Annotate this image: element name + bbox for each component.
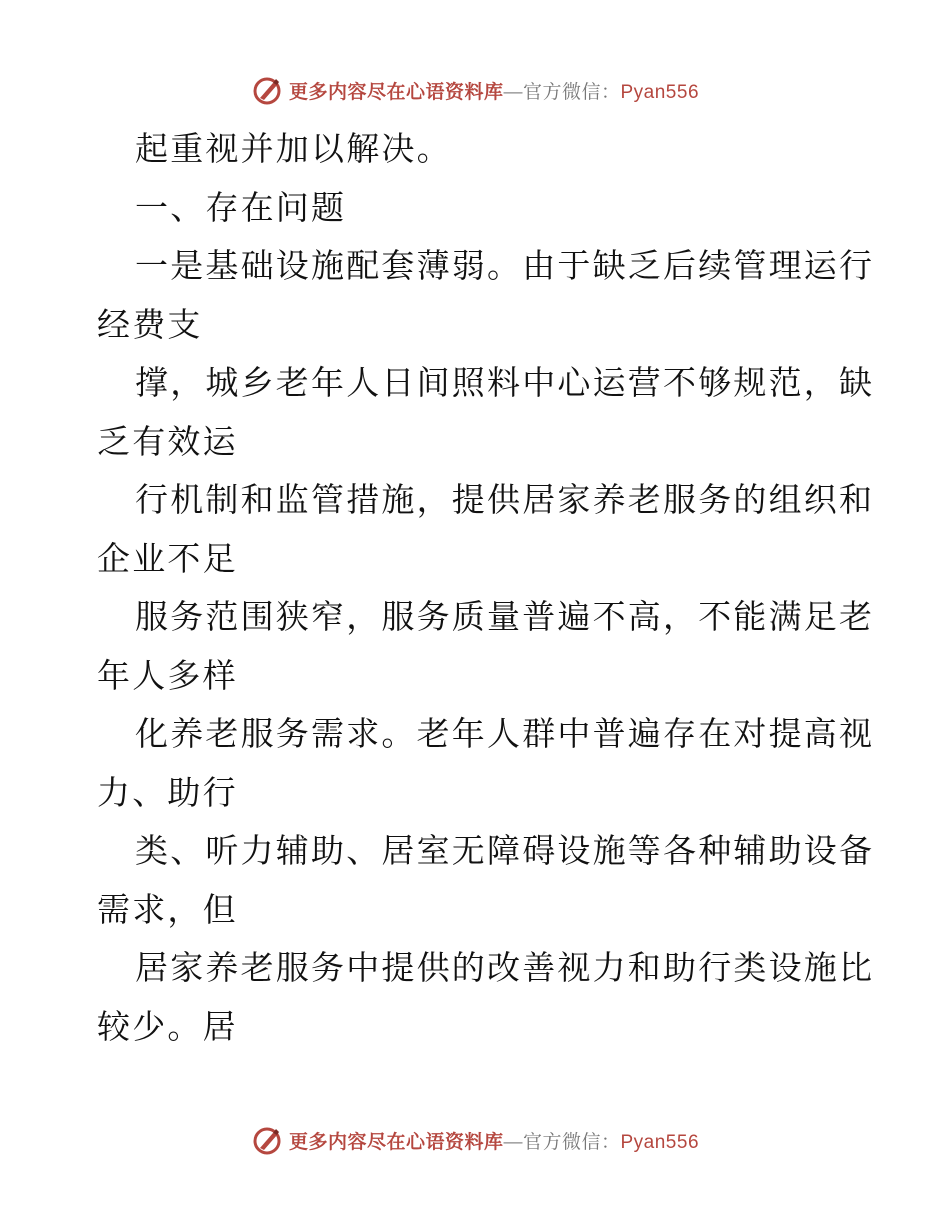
banner-brand: 更多内容尽在心语资料库 — [288, 81, 504, 103]
paragraph-line: 年人多样 — [97, 655, 238, 695]
paragraph-line: 行机制和监管措施，提供居家养老服务的组织和 — [135, 480, 875, 519]
paragraph-line: 一、存在问题 — [135, 187, 347, 227]
header-banner-text — [289, 77, 699, 104]
pen-circle-logo-icon — [251, 74, 283, 106]
banner-dash: — — [503, 81, 523, 103]
banner-dash: — — [503, 1131, 523, 1153]
paragraph-line: 化养老服务需求。老年人群中普遍存在对提高视 — [135, 714, 875, 753]
document-body — [97, 120, 875, 1056]
paragraph-line: 较少。居 — [97, 1006, 238, 1046]
pen-circle-logo-icon — [251, 1124, 283, 1156]
paragraph-line: 服务范围狭窄，服务质量普遍不高，不能满足老 — [135, 597, 875, 636]
paragraph-line: 力、助行 — [97, 772, 238, 812]
paragraph-line: 乏有效运 — [97, 421, 238, 461]
paragraph-line: 企业不足 — [97, 538, 238, 578]
banner-wechat-id: Pyan556 — [620, 81, 700, 103]
paragraph-line: 类、听力辅助、居室无障碍设施等各种辅助设备 — [135, 831, 875, 870]
banner-wechat-id: Pyan556 — [620, 1131, 700, 1153]
paragraph-line: 撑，城乡老年人日间照料中心运营不够规范，缺 — [135, 363, 875, 402]
paragraph-line: 需求，但 — [97, 889, 238, 929]
paragraph-line: 居家养老服务中提供的改善视力和助行类设施比 — [135, 948, 875, 987]
header-banner — [0, 70, 950, 110]
banner-official: 官方微信： — [522, 81, 621, 103]
footer-banner-text — [289, 1127, 699, 1154]
paragraph-line: 起重视并加以解决。 — [135, 129, 452, 168]
banner-brand: 更多内容尽在心语资料库 — [288, 1131, 504, 1153]
footer-banner — [0, 1120, 950, 1160]
banner-official: 官方微信： — [522, 1131, 621, 1153]
paragraph-line: 一是基础设施配套薄弱。由于缺乏后续管理运行 — [135, 246, 875, 285]
paragraph-line: 经费支 — [97, 304, 203, 344]
